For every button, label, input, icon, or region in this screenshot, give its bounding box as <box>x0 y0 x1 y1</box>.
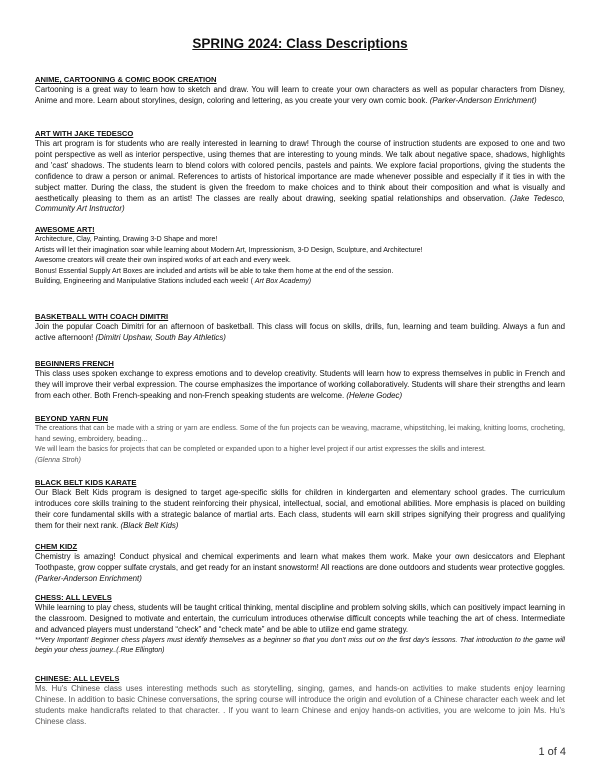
section-heading: BLACK BELT KIDS KARATE <box>35 478 137 487</box>
section-chinese <box>35 673 565 728</box>
instructor-credit: (Parker-Anderson Enrichment) <box>35 573 142 583</box>
body-text: Join the popular Coach Dimitri for an afternoon of basketball. This class will focus on skills, drills, fun, learning and team building. Always a fun and active afternoon! <box>35 322 565 342</box>
body-text: Our Black Belt Kids program is designed to target age-specific skills for children in kindergarten and elementary school grades. The curriculum introduces core skills training to the student reinforcing their physical, intellectual, social, and emotional abilities. More emphasis is placed on building their core fundamental skills with a strategic balance of martial arts. Each class, students will earn skill stripes signifying their progress and qualifying them for their next rank. <box>35 488 565 530</box>
section-body: Ms. Hu's Chinese class uses interesting methods such as storytelling, singing, games, and hands-on activities to make students enjoy learning Chinese. In addition to basic Chinese conversations, the spring course will introduce the origin and evolution of a Chinese character each week and let students make handicrafts related to that character. . If you want to learn Chinese and enjoy hands-on activities, you are welcome to join Ms. Hu's Chinese class. <box>35 684 565 726</box>
body-line: We will learn the basics for projects that can be completed or expanded upon to a higher level project if our artist expresses the skills and interest. <box>35 446 486 454</box>
section-heading: ANIME, CARTOONING & COMIC BOOK CREATION <box>35 75 217 84</box>
section-chem-kidz <box>35 541 565 585</box>
page-title: SPRING 2024: Class Descriptions <box>192 36 408 51</box>
instructor-credit: (Jake Tedesco, Community Art Instructor) <box>35 193 566 214</box>
section-body <box>35 369 565 402</box>
section-awesome-art <box>35 224 565 288</box>
body-line: Architecture, Clay, Painting, Drawing 3-D Shape and more! <box>35 236 218 243</box>
body-line: Awesome creators will create their own inspired works of art each and every week. <box>35 257 291 265</box>
section-beginners-french <box>35 358 565 402</box>
instructor-credit: (Parker-Anderson Enrichment) <box>429 95 537 105</box>
page-indicator: 1 of 4 <box>538 746 566 758</box>
section-body: While learning to play chess, students will be taught critical thinking, mental discipline and problem solving skills, which can positively impact learning in the classroom. Designed to motivate and entertain, the curriculum introduces otherwise difficult concepts while teaching the art of chess. Intermediate and advanced players must understand “check” and “check mate” and be able to utilize end game strategy. <box>35 603 565 634</box>
instructor-credit: (Glenna Stroh) <box>35 456 81 464</box>
instructor-credit: (Helene Godec) <box>346 390 403 400</box>
section-anime <box>35 74 565 107</box>
section-heading: CHEM KIDZ <box>35 542 78 551</box>
body-text: Chemistry is amazing! Conduct physical and chemical experiments and learn what makes them work. Make your own desiccators and Elephant Toothpaste, grow copper sulfate crystals, and get ready for an instant snowstorm! All reactions are done outdoors and students wear protective goggles. <box>35 552 565 572</box>
body-text: This class uses spoken exchange to express emotions and to develop creativity. Students will learn how to express themselves in public in French and they will improve their verbal expression. The course emphasizes the importance of working collaboratively. Students will share their strengths and learn from each other. Both French-speaking and non-French speaking students are welcome. <box>35 369 565 400</box>
section-chess <box>35 592 565 657</box>
body-text: This art program is for students who are really interested in learning to draw! Through the course of instruction students are exposed to one and two point perspective as well as interior perspective, using themes that are interesting to young minds. We talk about negative space, shadows, highlights and 'cast' shadows. The students learn to blend colors with colored pencils, pastels and paints. We explore facial proportions, giving the students the confidence to draw a person or animal. References to artists of historical importance are made whenever possible and especially if it ties in with the subject matter. During the class, the student is given the freedom to make choices and to think about their composition and what is visually and aesthetically pleasing to them as an artist! The classes are really about drawing, seeking spatial relationships and observation. <box>35 139 565 203</box>
section-body <box>35 85 565 107</box>
instructor-credit: (Black Belt Kids) <box>120 520 179 530</box>
important-note: **Very Important! Beginner chess players must identify themselves as a beginner so that you don't miss out on the first day's lessons. That introduction to the game will begin your chess journey..(.Rue Ellington) <box>35 636 565 655</box>
section-art-jake-tedesco <box>35 128 565 215</box>
section-beyond-yarn-fun <box>35 413 565 466</box>
instructor-credit: (Dimitri Upshaw, South Bay Athletics) <box>95 332 226 342</box>
body-line: Bonus! Essential Supply Art Boxes are included and artists will be able to take them home at the end of the session. <box>35 267 394 275</box>
instructor-credit: Art Box Academy) <box>254 278 312 286</box>
body-line: The creations that can be made with a string or yarn are endless. Some of the fun projects can be weaving, macrame, whipstitching, lei making, knitting looms, crocheting, hand sewing, embroidery, beading... <box>35 425 565 443</box>
section-heading: CHINESE: ALL LEVELS <box>35 674 120 683</box>
section-heading: BEGINNERS FRENCH <box>35 359 114 368</box>
section-body <box>35 322 565 344</box>
section-heading: BEYOND YARN FUN <box>35 414 108 423</box>
body-line: Artists will let their imagination soar while learning about Modern Art, Impressionism, 3-D Design, Sculpture, and Architecture! <box>35 246 423 254</box>
section-heading: CHESS: ALL LEVELS <box>35 593 112 602</box>
body-text: Building, Engineering and Manipulative Stations included each week! ( <box>35 278 255 286</box>
section-heading: AWESOME ART! <box>35 225 95 234</box>
section-body <box>35 552 565 585</box>
section-heading: BASKETBALL WITH COACH DIMITRI <box>35 312 169 321</box>
section-body <box>35 488 565 532</box>
section-basketball <box>35 311 565 344</box>
section-heading: ART WITH JAKE TEDESCO <box>35 129 134 138</box>
section-black-belt-karate <box>35 477 565 532</box>
section-body <box>35 139 565 215</box>
body-line <box>35 277 565 288</box>
body-text: Cartooning is a great way to learn how to sketch and draw. You will learn to create your own characters as well as popular characters from Disney, Anime and more. Learn about storylines, design, coloring and lettering, as you create your very own comic book. <box>35 85 565 105</box>
